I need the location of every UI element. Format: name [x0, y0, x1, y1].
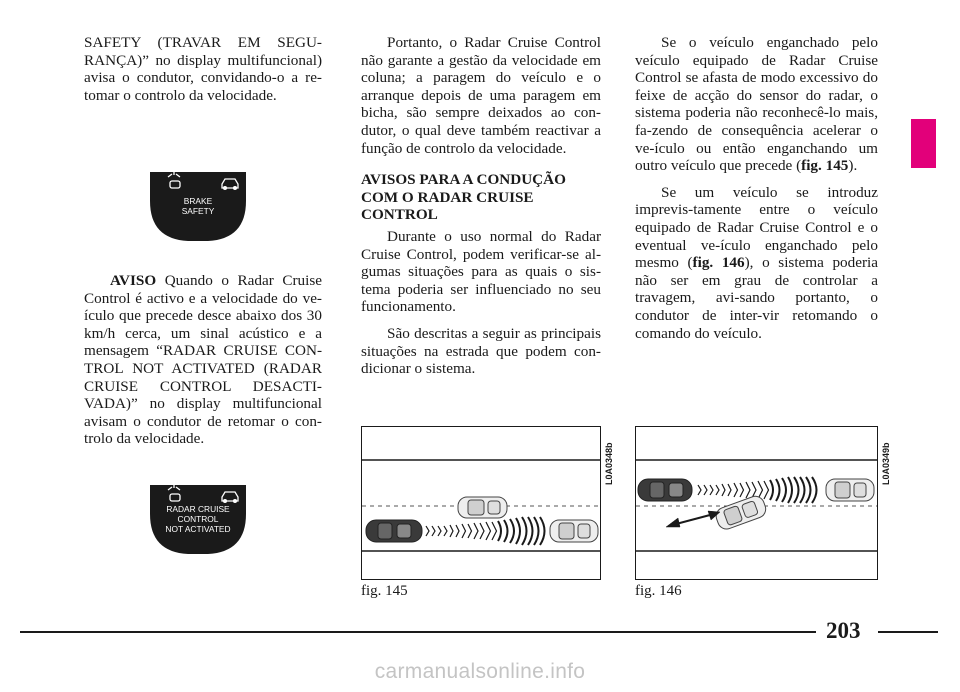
aviso-label: AVISO — [110, 272, 157, 289]
car-ahead — [550, 520, 598, 542]
figure-146 — [635, 426, 891, 580]
figure-code: L0A0348b — [604, 442, 614, 485]
car-radar-equipped — [366, 520, 422, 542]
section-heading: AVISOS PARA A CONDUÇÃO COM O RADAR CRUISE CONTROL — [361, 171, 566, 224]
display-line-2: CONTROL — [177, 514, 219, 524]
page-number: 203 — [826, 618, 861, 643]
figure-code: L0A0349b — [881, 442, 891, 485]
car-preceding-lane — [458, 497, 507, 518]
display-line-1: BRAKE — [183, 196, 213, 206]
figure-145 — [361, 426, 614, 580]
car-ahead — [826, 479, 874, 501]
paragraph-brake-safety: SAFETY (TRAVAR EM SEGU-RANÇA)” no display multifuncional) avisa o condutor, convidando-o a re-tomar o controlo da velocidade. — [84, 34, 322, 104]
paragraph-aviso — [84, 272, 322, 448]
column-middle — [361, 34, 601, 378]
paragraph-situacoes: São descritas a seguir as principais situações na estrada que podem con-dicionar o sistema. — [361, 324, 601, 378]
section-tab-marker — [911, 119, 936, 168]
column-right — [635, 34, 878, 342]
fig-reference-146: fig. 146 — [692, 254, 745, 272]
column-left — [84, 34, 322, 104]
display-line-2: SAFETY — [181, 206, 215, 216]
double-arrow-icon — [666, 511, 720, 527]
figure-caption-146: fig. 146 — [635, 583, 682, 599]
display-radar-not-activated — [146, 482, 250, 556]
display-brake-safety — [146, 169, 250, 243]
footer-rule-right — [878, 631, 938, 633]
display-line-1: RADAR CRUISE — [166, 504, 230, 514]
car-radar-equipped — [638, 479, 692, 501]
car-cutting-in — [714, 494, 769, 532]
footer-rule-left — [20, 631, 816, 633]
aviso-text: Quando o Radar Cruise Control é activo e a velocidade do ve-ículo que precede desce abaixo dos 30 km/h cerca, um sinal acústico e a mensagem “RADAR CRUISE CON-TROL NOT ACTIVATED (RADAR CRUISE CONTROL DESACTI-VADA)” no display multifuncional avisam o condutor de retomar o con-trolo da velocidade. — [84, 272, 322, 448]
paragraph-portanto: Portanto, o Radar Cruise Control não garante a gestão da velocidade em coluna; a paragem do veículo e o arranque depois de uma paragem em bicha, são sempre deixados ao con-dutor, o qual deve também reactivar a função de controlo da velocidade. — [361, 34, 601, 157]
fig-reference-145: fig. 145 — [801, 157, 849, 175]
display-line-3: NOT ACTIVATED — [165, 524, 231, 534]
paragraph-uso-normal: Durante o uso normal do Radar Cruise Control, podem verificar-se al-gumas situações para as quais o sis-tema poderia ser influenciado no seu funcionamento. — [361, 227, 601, 316]
radar-beam-icon — [426, 517, 545, 545]
column-left-aviso — [84, 272, 322, 448]
paragraph-introduz: Se um veículo se introduz imprevis-tamente entre o veículo equipado de Radar Cruise Control e o eventual ve-ículo enganchado pelo mesmo (fig. 146), o sistema poderia não ser em grau de controlar a travagem, avi-sando portanto, o condutor de inter-vir retomando o comando do veículo. — [635, 183, 878, 342]
figure-caption-145: fig. 145 — [361, 583, 408, 599]
paragraph-afasta: Se o veículo enganchado pelo veículo equipado de Radar Cruise Control se afasta de modo excessivo do feixe de acção do sensor do radar, o sistema poderia não reconhecê-lo mais, fa-zendo de consequência acelerar o ve-ículo ou então enganchando um outro veículo que precede (fig. 145). — [635, 34, 878, 175]
watermark: carmanualsonline.info — [374, 660, 586, 683]
